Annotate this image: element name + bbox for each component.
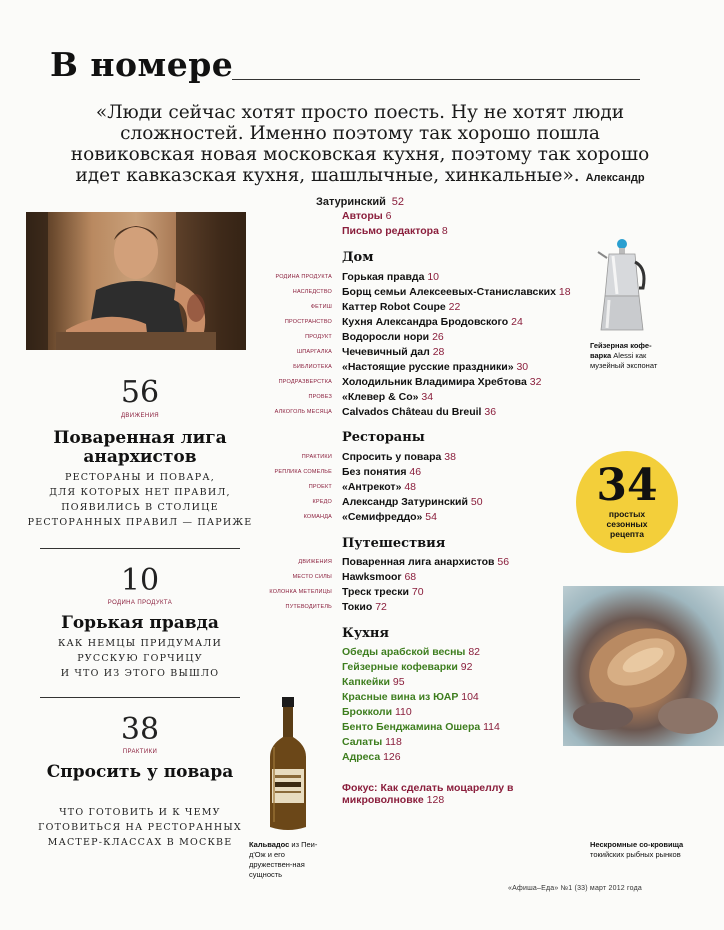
shell-caption [590, 840, 690, 860]
toc-authors-text: Авторы [342, 210, 383, 222]
toc-entry-label: ПУТЕВОДИТЕЛЬ [285, 604, 332, 610]
toc-entry-label: РОДИНА ПРОДУКТА [275, 274, 332, 280]
toc-entry[interactable] [250, 481, 570, 495]
kettle-image [595, 238, 650, 338]
toc-editor-letter-page: 8 [441, 225, 448, 237]
toc-entry-page: 110 [394, 706, 412, 718]
toc-editor-letter[interactable] [342, 225, 448, 237]
toc-entry-page: 95 [392, 676, 405, 688]
toc-entry-text: Холодильник Владимира Хребтова [342, 376, 527, 388]
toc-entry-label: ШПАРГАЛКА [296, 349, 332, 355]
feature-3-desc-line: МАСТЕР-КЛАССАХ В МОСКВЕ [47, 837, 233, 848]
kettle-caption-bold: Гейзерная кофе-варка [590, 341, 652, 360]
toc-entry-label: ПРОДРАЗВЕРСТКА [278, 379, 332, 385]
feature-1-number: 56 [120, 375, 160, 410]
toc-entry[interactable] [250, 646, 570, 660]
shell-caption-text: токийских рыбных рынков [590, 850, 681, 859]
toc-entry-text: Борщ семьи Алексеевых-Станиславских [342, 286, 556, 298]
toc-authors[interactable] [342, 210, 391, 222]
toc-entry-page: 38 [444, 451, 456, 463]
toc-entry-text: Горькая правда [342, 271, 425, 283]
pull-quote [60, 102, 660, 213]
toc-entry-text: Треск трески [342, 586, 409, 598]
toc-entry-label: ПРАКТИКИ [301, 454, 332, 460]
toc-entry-label: КРЕДО [312, 499, 332, 505]
toc-entry-text: «Антрекот» [342, 481, 402, 493]
feature-1-desc [20, 470, 260, 530]
toc-entry[interactable] [250, 661, 570, 675]
toc-entry-label: КОМАНДА [303, 514, 332, 520]
toc-entry-label: ПРОСТРАНСТВО [284, 319, 332, 325]
toc-entry-page: 46 [409, 466, 422, 478]
toc-entry-text: Чечевичный дал [342, 346, 430, 358]
toc-editor-letter-text: Письмо редактора [342, 225, 439, 237]
feature-2-title[interactable]: Горькая правда [61, 613, 219, 633]
toc-entry-page: 70 [411, 586, 424, 598]
toc-entry-text: Александр Затуринский [342, 496, 468, 508]
toc-entry-label: МЕСТО СИЛЫ [292, 574, 332, 580]
feature-3-desc [20, 805, 260, 850]
page-title: В номере [50, 45, 234, 84]
toc-entry-label: РЕПЛИКА СОМЕЛЬЕ [274, 469, 332, 475]
feature-1-desc-line: ПОЯВИЛИСЬ В СТОЛИЦЕ [61, 502, 219, 513]
section-travel-title: Путешествия [342, 536, 446, 551]
toc-entry[interactable] [250, 316, 570, 330]
feature-2-section: РОДИНА ПРОДУКТА [107, 600, 173, 606]
section-kitchen-title: Кухня [342, 626, 390, 641]
divider [40, 697, 240, 698]
toc-entry-page: 22 [448, 301, 461, 313]
toc-entry-page: 36 [484, 406, 497, 418]
toc-authors-page: 6 [385, 210, 392, 222]
toc-entry-text: Обеды арабской весны [342, 646, 466, 658]
toc-entry[interactable] [250, 391, 570, 405]
toc-entry-text: Токио [342, 601, 373, 613]
bottle-caption [249, 840, 329, 880]
toc-entry[interactable] [250, 376, 570, 390]
toc-entry-label: ПРОЕКТ [308, 484, 332, 490]
toc-entry[interactable] [250, 301, 570, 315]
feature-1-desc-line: ДЛЯ КОТОРЫХ НЕТ ПРАВИЛ, [49, 487, 231, 498]
quote-text: «Люди сейчас хотят просто поесть. Ну не хотят люди сложностей. Именно поэтому так хорошо пошла новиковская новая московская кухня, поэтому так хорошо идет кавказская кухня, шашлычные, хинкальные». [70, 102, 650, 186]
toc-entry-label: БИБЛИОТЕКА [293, 364, 332, 370]
toc-entry-text: Капкейки [342, 676, 390, 688]
toc-entry[interactable] [250, 556, 570, 570]
feature-3-desc-line: ГОТОВИТЬСЯ НА РЕСТОРАННЫХ [38, 822, 242, 833]
feature-1-section: ДВИЖЕНИЯ [120, 413, 160, 419]
toc-entry-text: Без понятия [342, 466, 407, 478]
toc-entry-text: Салаты [342, 736, 383, 748]
toc-entry[interactable] [250, 676, 570, 690]
toc-entry[interactable] [250, 361, 570, 375]
badge-line: рецепта [610, 529, 644, 539]
toc-entry-label: ФЕТИШ [310, 304, 332, 310]
issue-footer: «Афиша–Еда» №1 (33) март 2012 года [508, 885, 642, 892]
feature-3-desc-line: ЧТО ГОТОВИТЬ И К ЧЕМУ [59, 807, 221, 818]
toc-entry-page: 34 [421, 391, 434, 403]
toc-entry[interactable] [250, 451, 570, 465]
toc-entry-label: ДВИЖЕНИЯ [298, 559, 332, 565]
kettle-caption [590, 341, 670, 371]
quote-page: 52 [391, 196, 405, 208]
toc-focus-text: Фокус: Как сделать моцареллу в микроволновке [342, 782, 514, 806]
toc-entry-text: Бенто Бенджамина Ошера [342, 721, 481, 733]
toc-entry-label: НАСЛЕДСТВО [292, 289, 332, 295]
toc-entry-page: 54 [425, 511, 437, 523]
toc-entry-text: Поваренная лига анархистов [342, 556, 495, 568]
toc-entry-text: Hawksmoor [342, 571, 402, 583]
toc-entry-text: «Семифреддо» [342, 511, 423, 523]
toc-entry-label: ПРОВЕЗ [308, 394, 332, 400]
toc-entry-page: 114 [483, 721, 500, 733]
toc-entry[interactable] [250, 601, 570, 615]
toc-entry-label: ПРОДУКТ [305, 334, 332, 340]
toc-entry-page: 92 [460, 661, 473, 673]
shell-caption-bold: Нескромные со-кровища [590, 840, 684, 849]
toc-entry-text: Адреса [342, 751, 381, 763]
feature-1-desc-line: РЕСТОРАНЫ И ПОВАРА, [65, 472, 215, 483]
toc-entry[interactable] [250, 271, 570, 285]
toc-entry-page: 30 [516, 361, 529, 373]
feature-1-desc-line: РЕСТОРАННЫХ ПРАВИЛ — ПАРИЖЕ [27, 517, 253, 528]
feature-2-desc [20, 636, 260, 681]
feature-3-number: 38 [120, 712, 160, 747]
toc-entry-page: 72 [375, 601, 387, 613]
kettle-caption-text: Alessi как музейный экспонат [590, 351, 658, 370]
toc-entry-text: Водоросли нори [342, 331, 430, 343]
feature-2-desc-line: И ЧТО ИЗ ЭТОГО ВЫШЛО [60, 668, 220, 679]
toc-entry-text: «Настоящие русские праздники» [342, 361, 514, 373]
quote-author: Александр Затуринский [315, 172, 645, 208]
toc-entry-label: КОЛОНКА МЕТЕЛИЦЫ [269, 589, 332, 595]
toc-entry[interactable] [250, 496, 570, 510]
toc-entry-text: Кухня Александра Бродовского [342, 316, 509, 328]
toc-entry-page: 50 [470, 496, 483, 508]
feature-3-section: ПРАКТИКИ [122, 749, 158, 755]
toc-entry-text: «Клевер & Co» [342, 391, 419, 403]
chef-photo [26, 212, 246, 350]
toc-entry-text: Каттер Robot Coupe [342, 301, 446, 313]
toc-entry-page: 68 [404, 571, 417, 583]
toc-entry[interactable] [250, 571, 570, 585]
toc-entry[interactable] [250, 331, 570, 345]
toc-entry[interactable] [250, 466, 570, 480]
calvados-bottle-image [264, 697, 312, 832]
toc-entry-page: 82 [468, 646, 480, 658]
toc-focus-page: 128 [426, 794, 445, 806]
feature-1-title[interactable]: Поваренная лига анархистов [53, 428, 227, 467]
toc-entry-page: 24 [511, 316, 523, 328]
toc-entry-page: 56 [497, 556, 510, 568]
title-rule [232, 79, 640, 80]
toc-entry-page: 28 [432, 346, 445, 358]
toc-entry-page: 118 [385, 736, 402, 748]
toc-entry[interactable] [250, 511, 570, 525]
toc-entry-text: Гейзерные кофеварки [342, 661, 458, 673]
toc-entry-page: 18 [558, 286, 571, 298]
toc-entry[interactable] [250, 406, 570, 420]
feature-2-desc-line: РУССКУЮ ГОРЧИЦУ [77, 653, 203, 664]
toc-focus[interactable] [342, 782, 522, 806]
feature-3-title[interactable]: Спросить у повара [46, 762, 234, 782]
divider [40, 548, 240, 549]
toc-entry-page: 126 [383, 751, 401, 763]
feature-2-desc-line: КАК НЕМЦЫ ПРИДУМАЛИ [57, 638, 222, 649]
toc-entry-page: 32 [529, 376, 542, 388]
toc-entry-page: 10 [427, 271, 440, 283]
section-restaurants-title: Рестораны [342, 430, 425, 445]
toc-entry[interactable] [250, 346, 570, 360]
section-dom-title: Дом [342, 250, 374, 265]
feature-2-number: 10 [120, 563, 160, 598]
toc-entry-text: Красные вина из ЮАР [342, 691, 459, 703]
toc-entry[interactable] [250, 286, 570, 300]
toc-entry[interactable] [250, 586, 570, 600]
toc-entry-text: Брокколи [342, 706, 393, 718]
shellfish-photo [563, 586, 724, 746]
toc-entry-text: Calvados Château du Breuil [342, 406, 482, 418]
toc-entry-text: Спросить у повара [342, 451, 442, 463]
badge-number: 34 [596, 460, 658, 511]
bottle-caption-text: из Пеи-д'Ож и его дружествен-ная сущность [249, 840, 318, 879]
toc-entry-label: АЛКОГОЛЬ МЕСЯЦА [274, 409, 332, 415]
toc-entry-page: 104 [461, 691, 479, 703]
badge-line: простых [608, 509, 646, 519]
toc-entry-page: 26 [432, 331, 444, 343]
recipes-badge[interactable] [576, 451, 678, 553]
toc-entry-page: 48 [404, 481, 417, 493]
bottle-caption-bold: Кальвадос [249, 840, 290, 849]
badge-line: сезонных [606, 519, 648, 529]
